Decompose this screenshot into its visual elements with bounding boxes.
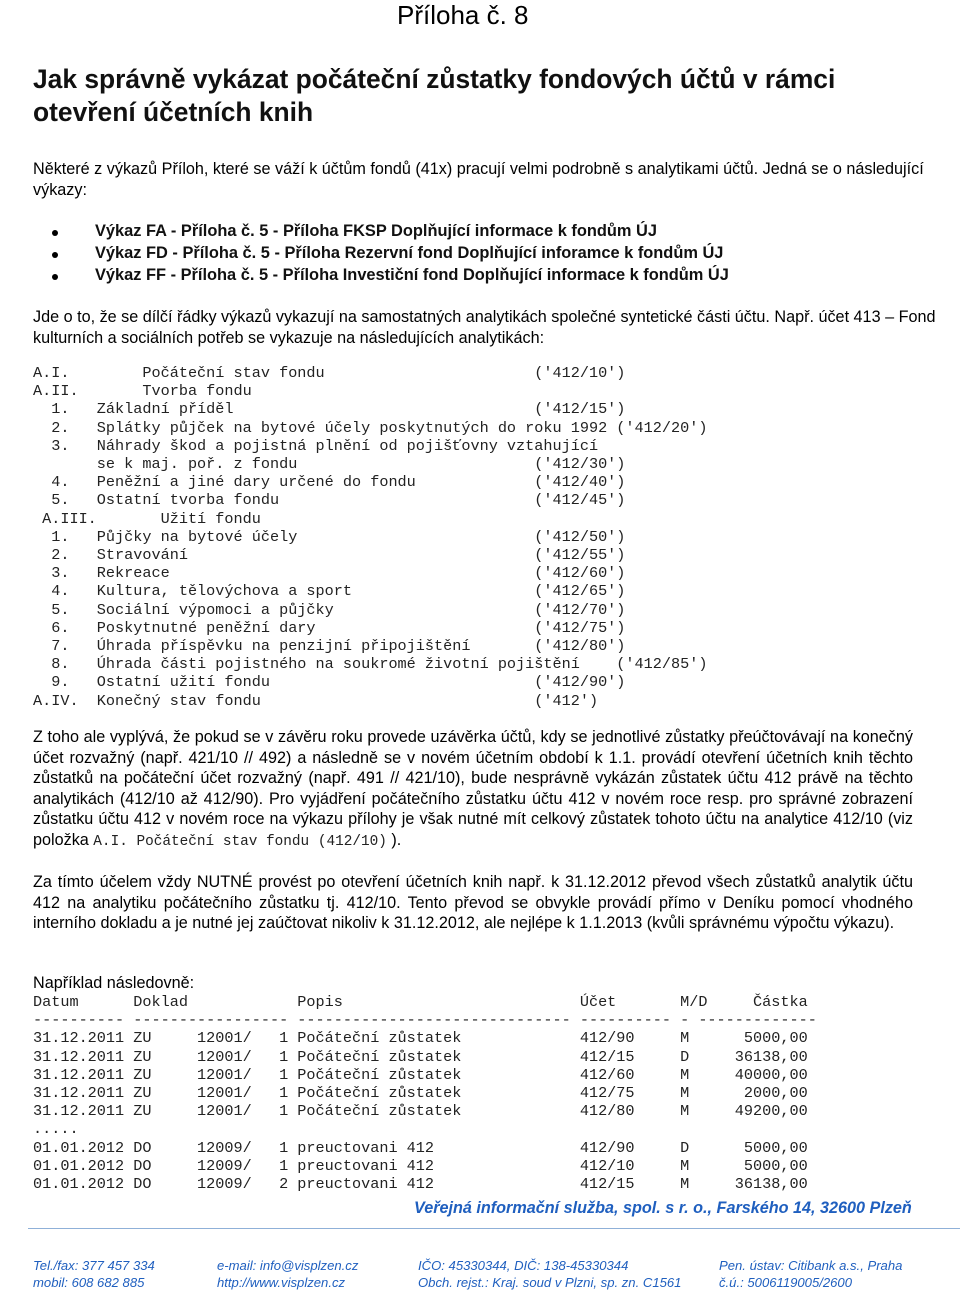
journal-table (33, 993, 817, 1193)
listing-row: 5. Sociální výpomoci a půjčky ('412/70') (33, 600, 626, 619)
bullet-icon (52, 230, 58, 236)
bullet-icon (52, 274, 58, 280)
bullet-text: Výkaz FA - Příloha č. 5 - Příloha FKSP Doplňující informace k fondům ÚJ (95, 222, 657, 240)
page-heading-line-1: Jak správně vykázat počáteční zůstatky fondových účtů v rámci (33, 64, 836, 94)
bullet-text: Výkaz FF - Příloha č. 5 - Příloha Investiční fond Doplňující informace k fondům ÚJ (95, 266, 729, 284)
listing-row: 5. Ostatní tvorba fondu ('412/45') (33, 491, 626, 510)
footer-email: e-mail: info@visplzen.cz (217, 1258, 359, 1273)
journal-row: 31.12.2011 ZU 12001/ 1 Počáteční zůstatek 412/80 M 49200,00 (33, 1102, 808, 1121)
listing-row: 2. Stravování ('412/55') (33, 546, 626, 565)
listing-row: 2. Splátky půjček na bytové účely poskytnutých do roku 1992 ('412/20') (33, 418, 708, 437)
listing-row: 3. Rekreace ('412/60') (33, 564, 626, 583)
journal-row: 31.12.2011 ZU 12001/ 1 Počáteční zůstatek 412/75 M 2000,00 (33, 1084, 808, 1103)
listing-row: A.II. Tvorba fondu (33, 382, 252, 401)
footer-account: č.ú.: 5006119005/2600 (719, 1275, 852, 1290)
page-heading-line-2: otevření účetních knih (33, 97, 314, 127)
intro-paragraph: Některé z výkazů Příloh, které se váží k účtům fondů (41x) pracují velmi podrobně s analytikami účtů. Jedná se o následující výkazy: (33, 160, 924, 199)
bullet-icon (52, 252, 58, 258)
closing-code-ref: A.I. Počáteční stav fondu (412/10) (93, 833, 387, 850)
listing-row: 8. Úhrada části pojistného na soukromé životní pojištění ('412/85') (33, 655, 708, 674)
journal-row: Datum Doklad Popis Účet M/D Částka (33, 993, 808, 1011)
listing-row: 6. Poskytnutné peněžní dary ('412/75') (33, 618, 626, 637)
listing-row: 1. Půjčky na bytové účely ('412/50') (33, 527, 626, 546)
analytics-listing (33, 364, 707, 710)
footer-web-link[interactable]: http://www.visplzen.cz (217, 1275, 346, 1290)
listing-row: 1. Základní příděl ('412/15') (33, 400, 626, 419)
closing-text: Z toho ale vyplývá, že pokud se v závěru roku provede uzávěrka účtů, kdy se jednotlivé zůstatky přeúčtovávají na konečný účet rozvažný (např. 421/10 // 492) a následně se v novém účetním období k 1.1. provádí otevření účetních knih těchto zůstatků na počáteční účet rozvažný (např. 491 // 421/10), bude nesprávně vykázán zůstatek účtu 412 právě na těchto analytikách (412/10 až 412/90). Pro vyjádření počátečního zůstatku účtu 412 v novém roce resp. pro správné zobrazení zůstatku účtu 412 v novém roce na výkazu přílohy je však nutné mít celkový zůstatek tohoto účtu na analytice 412/10 (viz položka (33, 728, 913, 849)
footer-mobile: mobil: 608 682 885 (33, 1275, 145, 1290)
journal-row: 01.01.2012 DO 12009/ 1 preuctovani 412 412/10 M 5000,00 (33, 1156, 808, 1175)
example-intro: Například následovně: (33, 974, 195, 992)
journal-row: 01.01.2012 DO 12009/ 2 preuctovani 412 412/15 M 36138,00 (33, 1175, 808, 1194)
listing-row: 3. Náhrady škod a pojistná plnění od pojišťovny vztahující (33, 436, 599, 455)
listing-row: 4. Kultura, tělovýchova a sport ('412/65') (33, 582, 626, 601)
listing-row: 4. Peněžní a jiné dary určené do fondu ('412/40') (33, 473, 626, 492)
listing-row: 9. Ostatní užití fondu ('412/90') (33, 673, 626, 692)
footer-phone: Tel./fax: 377 457 334 (33, 1258, 155, 1273)
footer-register: Obch. rejst.: Kraj. soud v Plzni, sp. zn. C1561 (418, 1275, 682, 1290)
footer-bank: Pen. ústav: Citibank a.s., Praha (719, 1258, 903, 1273)
listing-row: A.IV. Konečný stav fondu ('412') (33, 691, 599, 710)
journal-row: 31.12.2011 ZU 12001/ 1 Počáteční zůstatek 412/60 M 40000,00 (33, 1065, 808, 1084)
analytics-paragraph: Jde o to, že se dílčí řádky výkazů vykazují na samostatných analytikách společné syntetické části účtu. Např. účet 413 – Fond kulturních a sociálních potřeb se vykazuje na následujících analytikách: (33, 308, 936, 347)
journal-row: 01.01.2012 DO 12009/ 1 preuctovani 412 412/90 D 5000,00 (33, 1138, 808, 1157)
footer-divider (28, 1228, 960, 1229)
transfer-paragraph: Za tímto účelem vždy NUTNÉ provést po otevření účetních knih např. k 31.12.2012 převod všech zůstatků analytik účtu 412 na analytiku počátečního zůstatku tj. 412/10. Tento převod se obvykle provádí přímo v Deníku pomocí vhodného interního dokladu a je nutné jej zaúčtovat nikoliv k 31.12.2012, ale nejlépe k 1.1.2013 (kvůli správnému výpočtu výkazu). (33, 873, 913, 933)
journal-row: ---------- ----------------- ------------------------------ ---------- - ------------- (33, 1011, 817, 1030)
journal-row: 31.12.2011 ZU 12001/ 1 Počáteční zůstatek 412/15 D 36138,00 (33, 1047, 808, 1066)
closing-end: ). (386, 830, 402, 849)
bullet-text: Výkaz FD - Příloha č. 5 - Příloha Rezervní fond Doplňující inforamce k fondům ÚJ (95, 244, 724, 262)
listing-row: se k maj. poř. z fondu ('412/30') (33, 455, 626, 474)
journal-row: ..... (33, 1120, 79, 1139)
listing-row: A.III. Užití fondu (33, 509, 261, 528)
footer-company: Veřejná informační služba, spol. s r. o., Farského 14, 32600 Plzeň (414, 1199, 912, 1217)
appendix-title: Příloha č. 8 (397, 0, 529, 30)
listing-row: A.I. Počáteční stav fondu ('412/10') (33, 364, 626, 382)
closing-paragraph (33, 727, 913, 853)
journal-row: 31.12.2011 ZU 12001/ 1 Počáteční zůstatek 412/90 M 5000,00 (33, 1029, 808, 1048)
listing-row: 7. Úhrada příspěvku na penzijní připojištění ('412/80') (33, 637, 626, 656)
footer-ico: IČO: 45330344, DIČ: 138-45330344 (418, 1258, 629, 1273)
